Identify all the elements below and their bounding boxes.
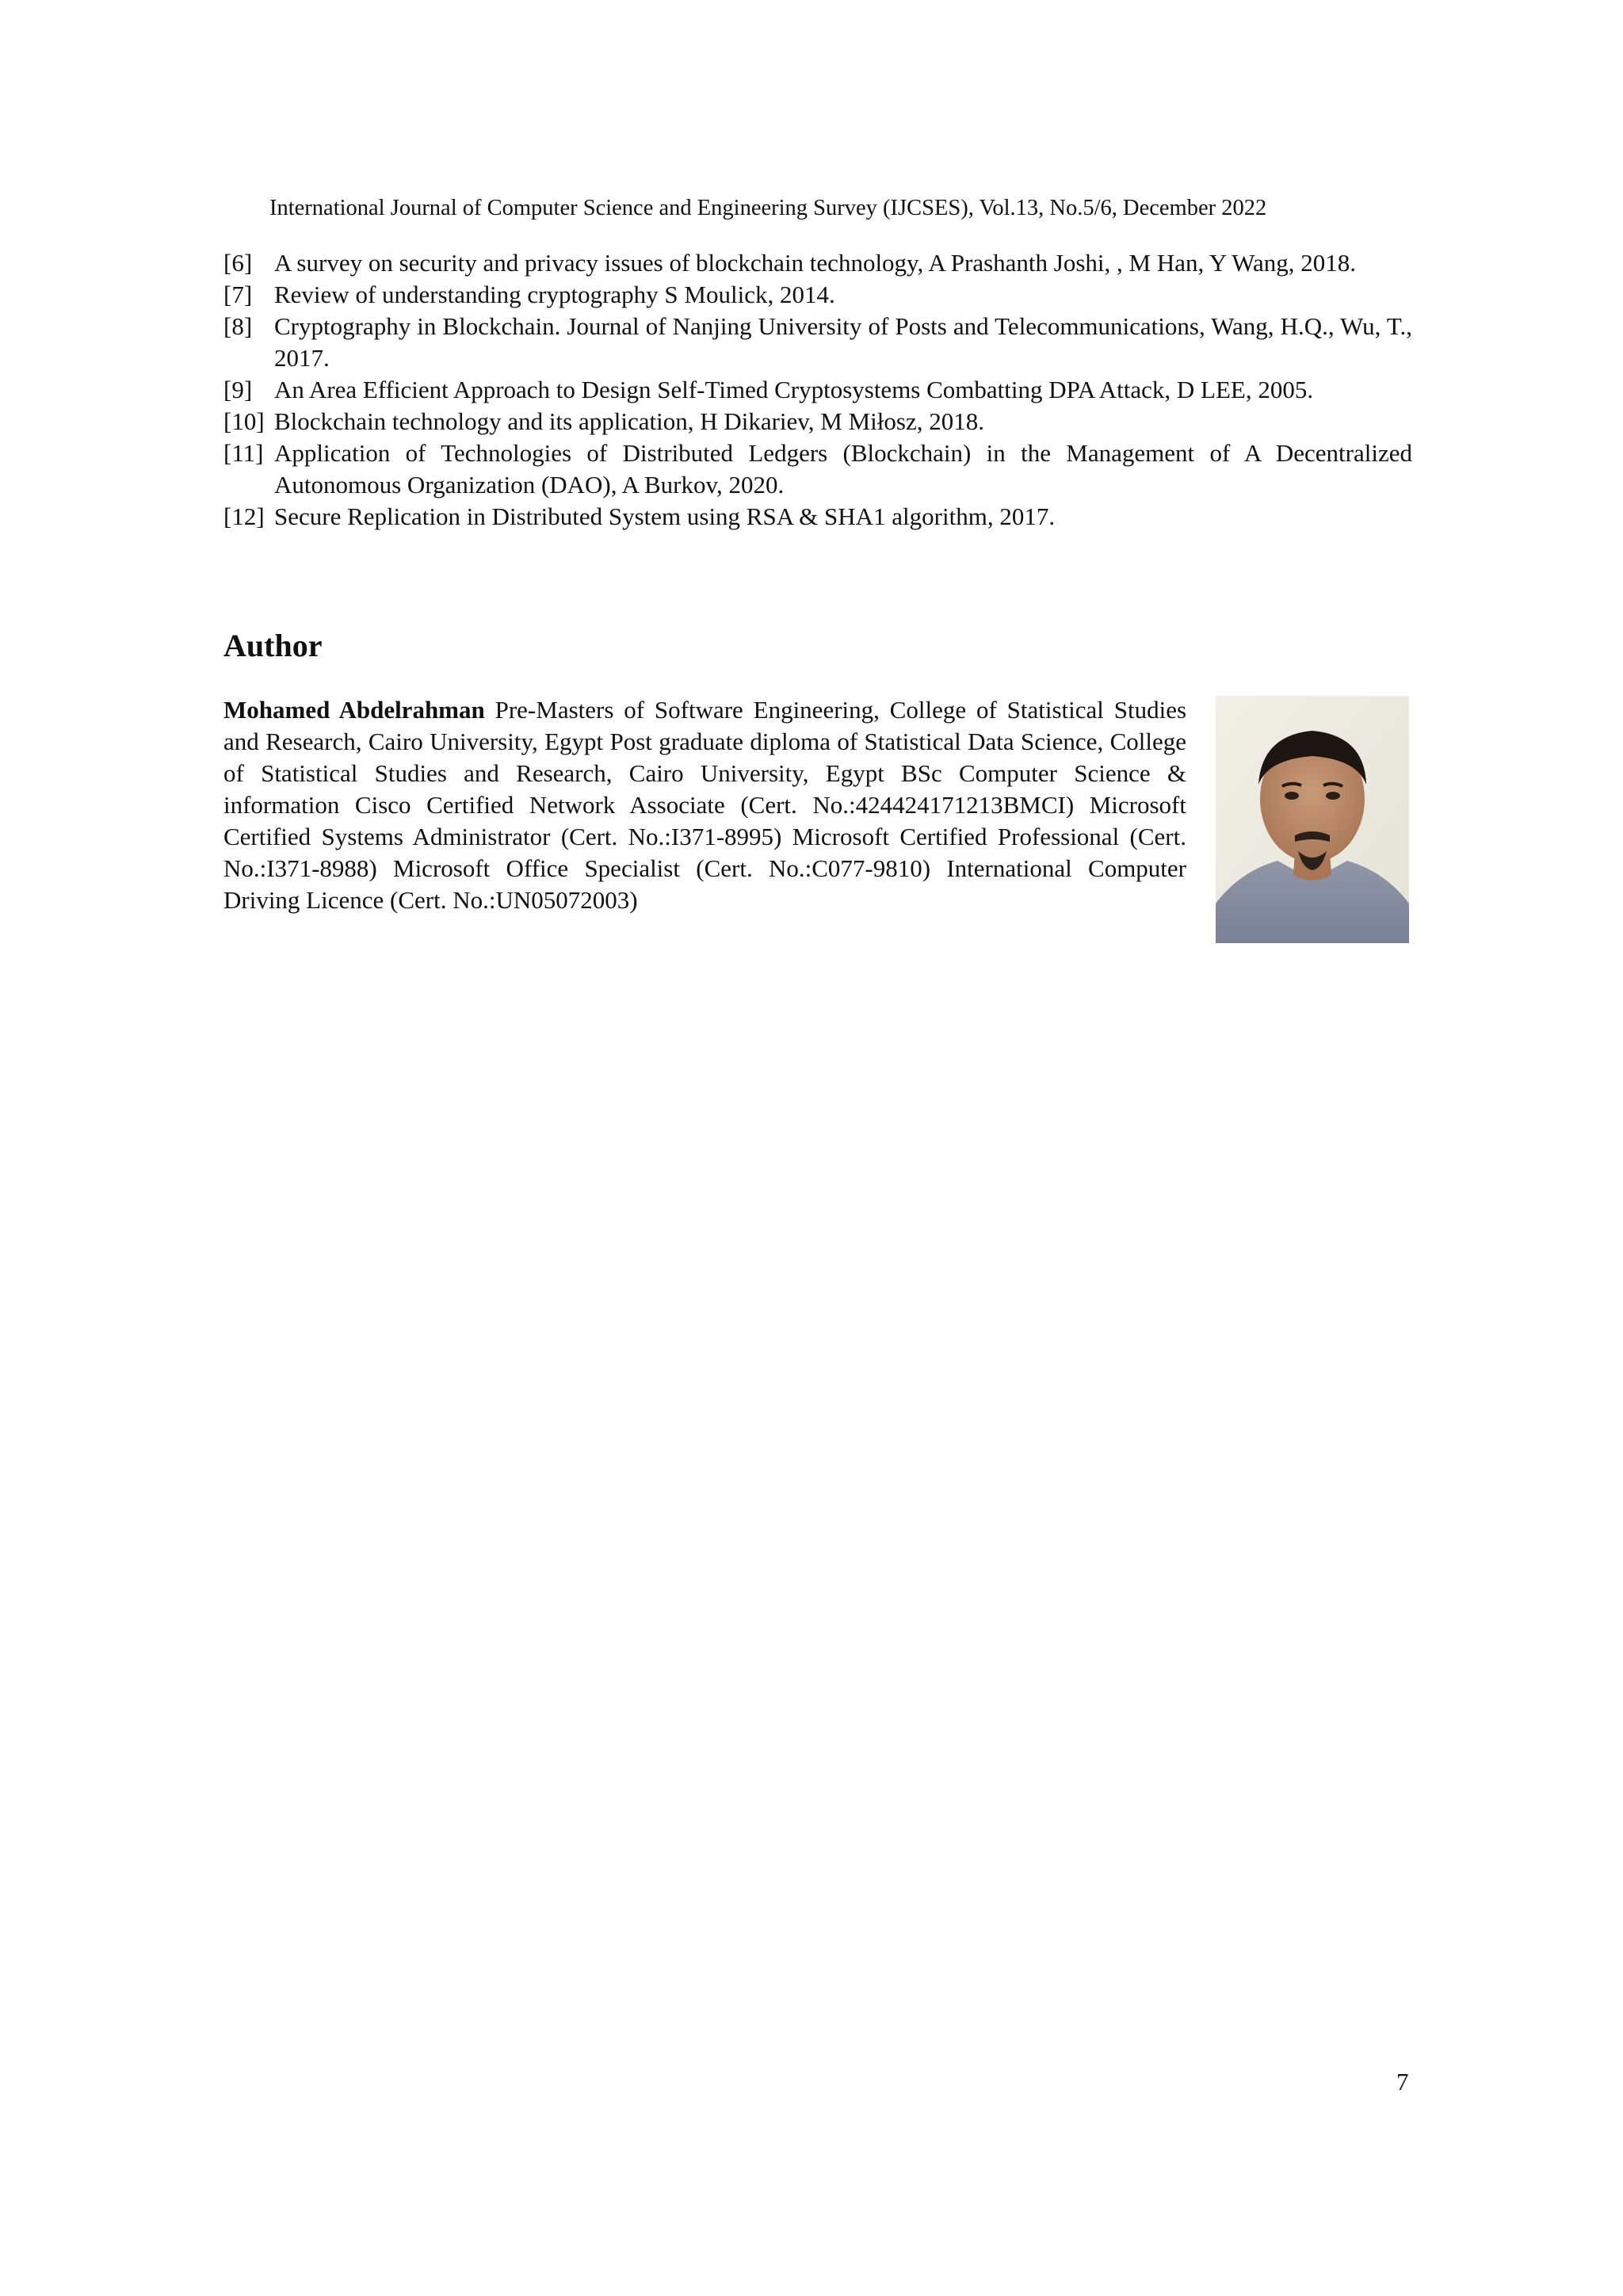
reference-list (223, 247, 1412, 533)
reference-text: Review of understanding cryptography S Moulick, 2014. (274, 281, 835, 308)
reference-number: [8] (223, 312, 253, 340)
author-bio: Pre-Masters of Software Engineering, College of Statistical Studies and Research, Cairo University, Egypt Post graduate diploma of Statistical Data Science, College of Statistical Studies and Research, Cairo University, Egypt BSc Computer Science & information Cisco Certified Network Associate (Cert. No.:424424171213BMCI) Microsoft Certified Systems Administrator (Cert. No.:I371-8995) Microsoft Certified Professional (Cert. No.:I371-8988) Microsoft Office Specialist (Cert. No.:C077-9810) International Computer Driving Licence (Cert. No.:UN05072003) (223, 696, 1187, 914)
reference-text: A survey on security and privacy issues of blockchain technology, A Prashanth Joshi, , M Han, Y Wang, 2018. (274, 249, 1357, 277)
page-number: 7 (1396, 2068, 1409, 2095)
reference-number: [7] (223, 281, 253, 308)
reference-item (223, 247, 1412, 279)
reference-number: [12] (223, 502, 265, 530)
reference-number: [9] (223, 376, 253, 403)
reference-item (223, 406, 1412, 437)
reference-text: Blockchain technology and its application, H Dikariev, M Miłosz, 2018. (274, 407, 984, 435)
reference-number: [10] (223, 407, 265, 435)
reference-item (223, 374, 1412, 406)
reference-text: Secure Replication in Distributed System using RSA & SHA1 algorithm, 2017. (274, 502, 1056, 530)
reference-text: Cryptography in Blockchain. Journal of Nanjing University of Posts and Telecommunications, Wang, H.Q., Wu, T., 2017. (274, 312, 1412, 372)
reference-item (223, 279, 1412, 311)
author-name: Mohamed Abdelrahman (223, 696, 485, 724)
reference-text: An Area Efficient Approach to Design Self-Timed Cryptosystems Combatting DPA Attack, D LEE, 2005. (274, 376, 1314, 403)
author-heading: Author (223, 628, 323, 663)
running-header: International Journal of Computer Science and Engineering Survey (IJCSES), Vol.13, No.5/6, December 2022 (269, 196, 1267, 220)
reference-item (223, 311, 1412, 374)
author-photo (1216, 696, 1409, 943)
reference-number: [11] (223, 439, 264, 467)
reference-item (223, 437, 1412, 501)
reference-text: Application of Technologies of Distributed Ledgers (Blockchain) in the Management of A Decentralized Autonomous Organization (DAO), A Burkov, 2020. (274, 439, 1412, 499)
reference-item (223, 501, 1412, 533)
reference-number: [6] (223, 249, 253, 277)
author-bio-paragraph (223, 694, 1186, 916)
